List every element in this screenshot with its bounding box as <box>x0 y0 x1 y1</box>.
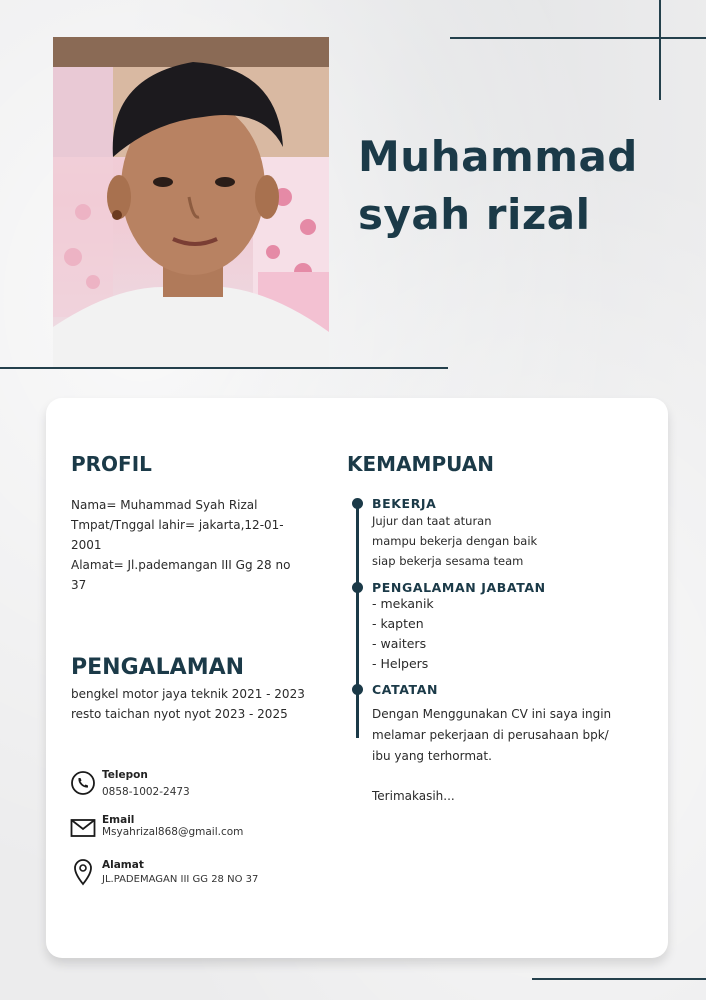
bekerja-title: BEKERJA <box>372 496 437 511</box>
phone-label: Telepon <box>102 769 148 781</box>
bekerja-line: siap bekerja sesama team <box>372 554 524 568</box>
timeline-dot-jabatan <box>352 582 363 593</box>
jabatan-item: - waiters <box>372 636 427 651</box>
jabatan-list <box>372 594 434 674</box>
timeline-dot-catatan <box>352 684 363 695</box>
jabatan-item: - mekanik <box>372 596 434 611</box>
jabatan-title: PENGALAMAN JABATAN <box>372 580 546 595</box>
pengalaman-heading: PENGALAMAN <box>71 655 245 680</box>
timeline-line <box>356 503 359 738</box>
location-pin-icon <box>72 858 94 886</box>
profil-heading: PROFIL <box>71 452 152 476</box>
catatan-text <box>372 704 611 767</box>
profil-line: 2001 <box>71 538 102 552</box>
top-right-vertical-line <box>659 0 661 100</box>
profil-details <box>71 495 321 595</box>
pengalaman-list <box>71 684 331 724</box>
bekerja-line: mampu bekerja dengan baik <box>372 534 538 548</box>
catatan-title: CATATAN <box>372 682 439 697</box>
profil-line: 37 <box>71 578 87 592</box>
jabatan-item: - kapten <box>372 616 424 631</box>
full-name <box>358 128 688 244</box>
bottom-right-line <box>532 978 706 980</box>
pengalaman-item: resto taichan nyot nyot 2023 - 2025 <box>71 707 288 721</box>
bekerja-list <box>372 511 537 571</box>
profil-line: Tmpat/Tnggal lahir= jakarta,12-01- <box>71 518 284 532</box>
jabatan-item: - Helpers <box>372 656 429 671</box>
address-value: JL.PADEMAGAN III GG 28 NO 37 <box>102 874 259 885</box>
address-label: Alamat <box>102 859 144 871</box>
phone-icon <box>70 770 96 796</box>
pengalaman-item: bengkel motor jaya teknik 2021 - 2023 <box>71 687 305 701</box>
catatan-line: ibu yang terhormat. <box>372 749 492 763</box>
profil-line: Alamat= Jl.pademangan III Gg 28 no <box>71 558 291 572</box>
catatan-closing: Terimakasih... <box>372 789 455 803</box>
photo-underline <box>0 367 448 369</box>
name-line-2: syah rizal <box>358 190 591 239</box>
catatan-line: Dengan Menggunakan CV ini saya ingin <box>372 707 612 721</box>
kemampuan-heading: KEMAMPUAN <box>347 452 494 476</box>
name-line-1: Muhammad <box>358 132 638 181</box>
email-label: Email <box>102 814 135 826</box>
email-value: Msyahrizal868@gmail.com <box>102 826 244 838</box>
timeline-dot-bekerja <box>352 498 363 509</box>
bekerja-line: Jujur dan taat aturan <box>372 514 492 528</box>
profile-photo <box>53 37 329 367</box>
top-right-horizontal-line <box>450 37 706 39</box>
catatan-line: melamar pekerjaan di perusahaan bpk/ <box>372 728 609 742</box>
profil-line: Nama= Muhammad Syah Rizal <box>71 498 258 512</box>
mail-icon <box>70 818 96 838</box>
phone-value: 0858-1002-2473 <box>102 786 190 798</box>
